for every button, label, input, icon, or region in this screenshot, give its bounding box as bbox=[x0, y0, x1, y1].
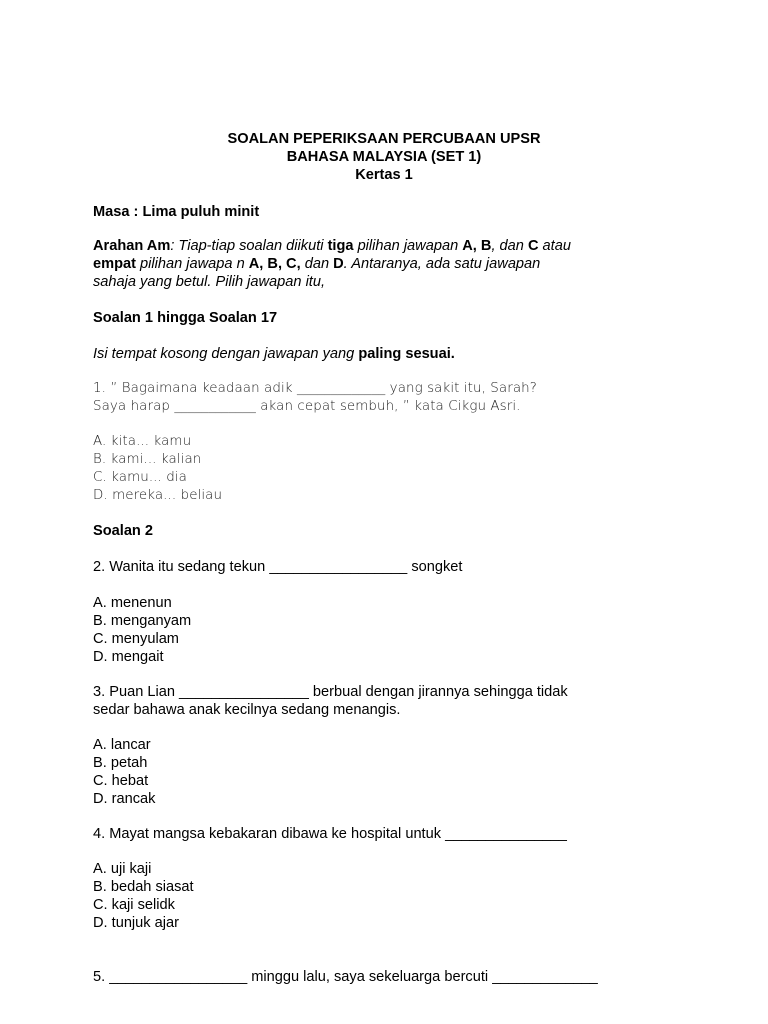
q4-option-d: D. tunjuk ajar bbox=[93, 915, 179, 931]
q1-line-2: Saya harap ____________ akan cepat sembuh, ” kata Cikgu Asri. bbox=[93, 399, 521, 414]
q5-line: 5. _________________ minggu lalu, saya sekeluarga bercuti _____________ bbox=[93, 969, 598, 985]
q3-line-1: 3. Puan Lian ________________ berbual dengan jirannya sehingga tidak bbox=[93, 684, 568, 700]
q1-option-a: A. kita... kamu bbox=[93, 434, 192, 449]
arahan-line-2: empat pilihan jawapa n A, B, C, dan D. Antaranya, ada satu jawapan bbox=[93, 256, 541, 272]
q1-option-d: D. mereka... beliau bbox=[93, 488, 223, 503]
section-heading-1: Soalan 1 hingga Soalan 17 bbox=[93, 310, 278, 326]
q4-line: 4. Mayat mangsa kebakaran dibawa ke hospital untuk _______________ bbox=[93, 826, 567, 842]
section-heading-2: Soalan 2 bbox=[93, 523, 154, 539]
arahan-line-1: Arahan Am: Tiap-tiap soalan diikuti tiga pilihan jawapan A, B, dan C atau bbox=[93, 238, 571, 254]
q1-line-1: 1. ” Bagaimana keadaan adik _____________ yang sakit itu, Sarah? bbox=[93, 381, 537, 396]
q2-option-b: B. menganyam bbox=[93, 613, 192, 629]
q2-option-d: D. mengait bbox=[93, 649, 164, 665]
title-line-1: SOALAN PEPERIKSAAN PERCUBAAN UPSR bbox=[227, 131, 541, 147]
masa-line: Masa : Lima puluh minit bbox=[93, 204, 260, 220]
instruction-line: Isi tempat kosong dengan jawapan yang paling sesuai. bbox=[93, 346, 455, 362]
q2-option-a: A. menenun bbox=[93, 595, 172, 611]
q2-option-c: C. menyulam bbox=[93, 631, 179, 647]
q2-line: 2. Wanita itu sedang tekun _________________ songket bbox=[93, 559, 463, 575]
arahan-line-3: sahaja yang betul. Pilih jawapan itu, bbox=[93, 274, 326, 290]
q4-option-c: C. kaji selidk bbox=[93, 897, 175, 913]
q3-option-a: A. lancar bbox=[93, 737, 151, 753]
q3-line-2: sedar bahawa anak kecilnya sedang menangis. bbox=[93, 702, 401, 718]
q4-option-b: B. bedah siasat bbox=[93, 879, 194, 895]
title-line-2: BAHASA MALAYSIA (SET 1) bbox=[286, 149, 482, 165]
arahan-label: Arahan Am bbox=[93, 238, 171, 254]
q1-option-c: C. kamu... dia bbox=[93, 470, 187, 485]
q3-option-c: C. hebat bbox=[93, 773, 149, 789]
q3-option-b: B. petah bbox=[93, 755, 148, 771]
q3-option-d: D. rancak bbox=[93, 791, 156, 807]
q4-option-a: A. uji kaji bbox=[93, 861, 152, 877]
title-line-3: Kertas 1 bbox=[355, 167, 413, 183]
q1-option-b: B. kami... kalian bbox=[93, 452, 202, 467]
